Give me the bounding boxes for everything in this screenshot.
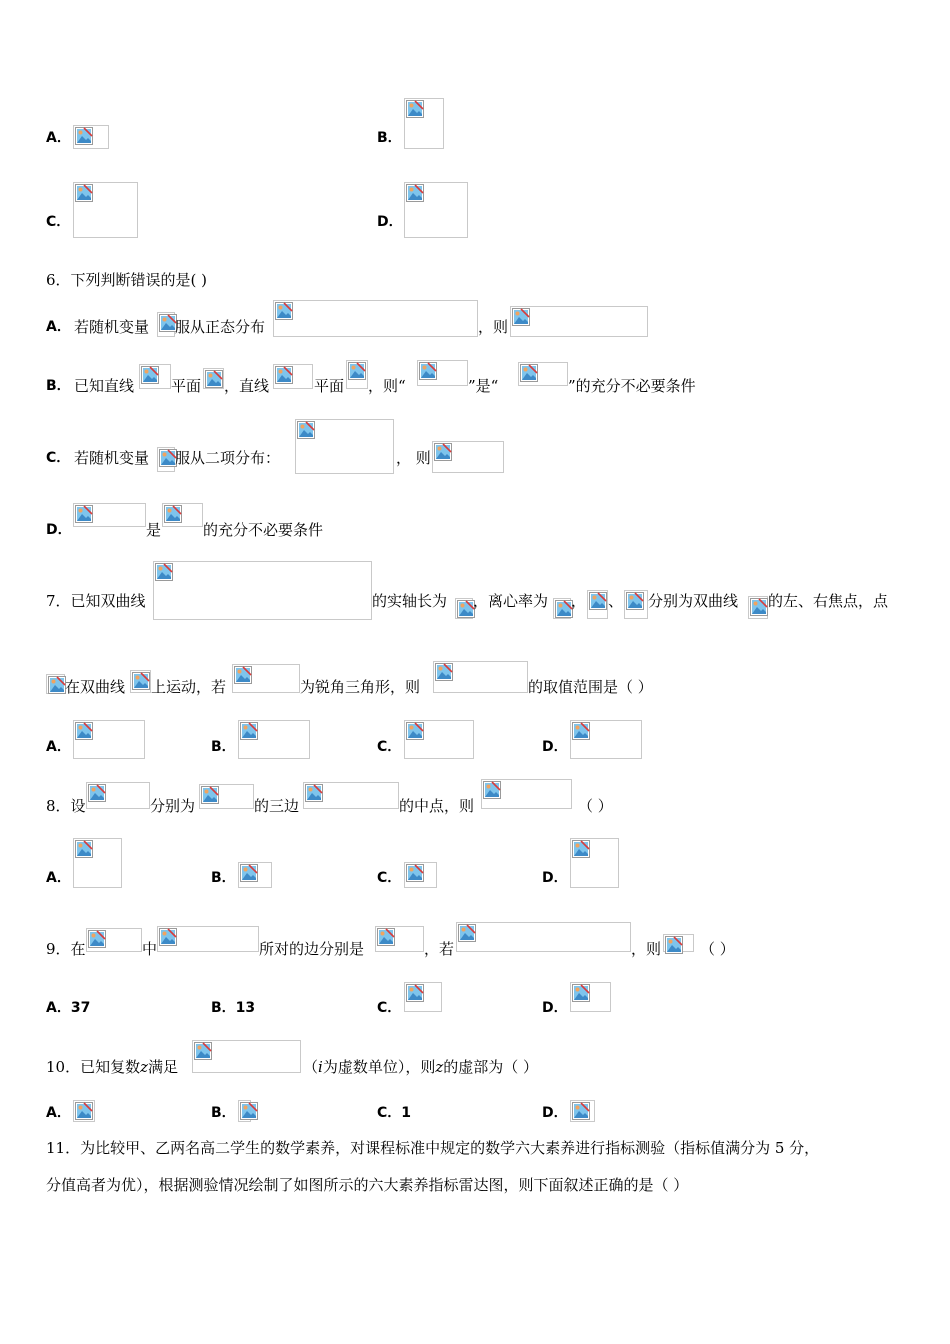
formula-image (86, 782, 150, 809)
broken-image-icon (572, 722, 590, 740)
q10-text-tail (303, 1057, 538, 1077)
formula-image (273, 300, 478, 337)
formula-image (570, 1100, 595, 1122)
q6-b-text: 平面 (314, 377, 345, 395)
q9-text: 所对的边分别是 (259, 940, 365, 958)
broken-image-icon (750, 598, 768, 616)
broken-image-icon (159, 928, 177, 946)
q7-text: 7．已知双曲线 (46, 592, 146, 610)
q9-option-d-label: D． (542, 1000, 568, 1016)
q10-option-a-label: A． (46, 1105, 71, 1121)
formula-image (518, 362, 568, 386)
q11-line-1: 11．为比较甲、乙两名高二学生的数学素养，对课程标准中规定的数学六大素养进行指标测验（指标值满分为 5 分， (46, 1139, 820, 1157)
option-c-label: C． (46, 214, 71, 230)
broken-image-icon (406, 864, 424, 882)
formula-image (624, 590, 648, 619)
q9-option-c-label: C． (377, 1000, 402, 1016)
q6-option-d-label: D． (46, 522, 72, 538)
q11-line-2: 分值高者为优），根据测验情况绘制了如图所示的六大素养指标雷达图，则下面叙述正确的是（ ） (46, 1176, 689, 1194)
formula-image (663, 934, 694, 952)
formula-image (73, 125, 109, 149)
broken-image-icon (348, 362, 366, 380)
broken-image-icon (275, 366, 293, 384)
broken-image-icon (572, 840, 590, 858)
q8-text: 分别为 (150, 797, 196, 815)
broken-image-icon (589, 592, 607, 610)
formula-image (404, 720, 474, 759)
formula-image (748, 596, 768, 619)
formula-image (238, 862, 272, 888)
formula-image (346, 360, 368, 389)
formula-image (238, 1100, 251, 1122)
formula-image (455, 598, 473, 619)
formula-image (570, 982, 611, 1012)
q8-text: 的中点，则 (399, 797, 475, 815)
formula-image (73, 1100, 95, 1122)
formula-image (404, 98, 444, 149)
q7-text: 、 (608, 592, 624, 610)
q9-text: 9．在 (46, 940, 86, 958)
option-a-label: A． (46, 130, 71, 146)
q6-c-text: 若随机变量 (74, 449, 150, 467)
broken-image-icon (377, 928, 395, 946)
broken-image-icon (48, 676, 66, 694)
q6-c-text: ， 则 (396, 449, 431, 467)
q7-text: ， (571, 592, 587, 610)
q7-option-d-label: D． (542, 739, 568, 755)
formula-image (73, 182, 138, 238)
q8-option-b-label: B． (211, 870, 236, 886)
broken-image-icon (275, 302, 293, 320)
formula-image (570, 720, 642, 759)
broken-image-icon (406, 100, 424, 118)
formula-image (232, 664, 300, 693)
q6-option-a-label: A． (46, 319, 71, 335)
q8-option-c-label: C． (377, 870, 402, 886)
q6-a-text: 若随机变量 (74, 318, 150, 336)
formula-image (157, 926, 259, 952)
q9-text: （ ） (700, 940, 735, 958)
q9-option-b: B．13 (211, 1000, 256, 1016)
formula-image (203, 368, 224, 389)
q10-var-i: i (318, 1058, 323, 1076)
broken-image-icon (434, 443, 452, 461)
option-b-label: B． (377, 130, 402, 146)
formula-image (73, 838, 122, 888)
formula-image (153, 561, 372, 620)
broken-image-icon (626, 592, 644, 610)
q6-b-text: 已知直线 (74, 377, 135, 395)
broken-image-icon (572, 984, 590, 1002)
broken-image-icon (512, 308, 530, 326)
q10-text-5: 的虚部为（ ） (443, 1058, 539, 1076)
broken-image-icon (419, 362, 437, 380)
broken-image-icon (75, 184, 93, 202)
formula-image (73, 503, 146, 527)
q10-option-b-label: B． (211, 1105, 236, 1121)
broken-image-icon (141, 366, 159, 384)
q10-text-4: 为虚数单位），则 (322, 1058, 436, 1076)
q6-a-text: ，则 (478, 318, 509, 336)
formula-image (162, 503, 203, 527)
q6-b-text: ，直线 (224, 377, 270, 395)
q9-option-a: A．37 (46, 1000, 91, 1016)
formula-image (273, 364, 313, 389)
question-6-stem: 6．下列判断错误的是( ) (46, 271, 208, 289)
formula-image (295, 419, 394, 474)
broken-image-icon (75, 1102, 93, 1120)
q9-text: ，则 (631, 940, 662, 958)
formula-image (130, 670, 151, 693)
formula-image (238, 720, 310, 759)
broken-image-icon (75, 127, 93, 145)
q10-var-z: z (435, 1058, 444, 1076)
formula-image (73, 720, 145, 759)
formula-image (432, 441, 504, 473)
q7-text: ，离心率为 (473, 592, 549, 610)
broken-image-icon (297, 421, 315, 439)
broken-image-icon (305, 784, 323, 802)
formula-image (553, 598, 571, 619)
q7-option-c-label: C． (377, 739, 402, 755)
formula-image (404, 982, 442, 1012)
q6-b-text: ，则“ (368, 377, 406, 395)
q7-text: 分别为双曲线 (648, 592, 739, 610)
q7-option-a-label: A． (46, 739, 71, 755)
q10-text-3: （ (303, 1058, 319, 1076)
q6-option-c-label: C． (46, 450, 71, 466)
formula-image (433, 661, 528, 693)
q8-option-d-label: D． (542, 870, 568, 886)
broken-image-icon (406, 184, 424, 202)
broken-image-icon (520, 364, 538, 382)
q6-b-text: ”的充分不必要条件 (568, 377, 696, 395)
broken-image-icon (75, 505, 93, 523)
q6-a-text: 服从正态分布 (175, 318, 266, 336)
q10-var-z: z (140, 1058, 148, 1076)
broken-image-icon (194, 1042, 212, 1060)
formula-image (199, 784, 254, 809)
broken-image-icon (240, 1102, 258, 1120)
broken-image-icon (88, 930, 106, 948)
q10-option-c: C．1 (377, 1105, 412, 1121)
formula-image (570, 838, 619, 888)
q7-text: 为锐角三角形，则 (300, 678, 421, 696)
q6-d-text: 是 (146, 521, 162, 539)
broken-image-icon (458, 924, 476, 942)
formula-image (404, 862, 437, 888)
q7-text: 的取值范围是（ ） (528, 678, 653, 696)
broken-image-icon (132, 672, 150, 690)
q7-text: 的左、右焦点，点 (768, 592, 889, 610)
q8-text: 的三边 (254, 797, 300, 815)
broken-image-icon (483, 781, 501, 799)
q6-b-text: ”是“ (468, 377, 499, 395)
broken-image-icon (406, 984, 424, 1002)
broken-image-icon (240, 722, 258, 740)
formula-image (157, 312, 175, 337)
q8-text: 8．设 (46, 797, 86, 815)
broken-image-icon (88, 784, 106, 802)
formula-image (46, 674, 65, 694)
q7-text: 在双曲线 (65, 678, 126, 696)
q9-text: ，若 (424, 940, 455, 958)
broken-image-icon (435, 663, 453, 681)
option-d-label: D． (377, 214, 403, 230)
formula-image (417, 360, 468, 386)
q7-text: 上运动，若 (151, 678, 227, 696)
q10-text-1: 10．已知复数 (46, 1058, 141, 1076)
broken-image-icon (572, 1102, 590, 1120)
q9-text: 中 (142, 940, 158, 958)
q6-d-text: 的充分不必要条件 (203, 521, 324, 539)
q6-option-b-label: B． (46, 378, 71, 394)
broken-image-icon (234, 666, 252, 684)
q8-option-a-label: A． (46, 870, 71, 886)
q8-text: （ ） (578, 797, 613, 815)
formula-image (481, 779, 572, 809)
q6-c-text: 服从二项分布： (175, 449, 281, 467)
broken-image-icon (75, 840, 93, 858)
q10-option-d-label: D． (542, 1105, 568, 1121)
formula-image (375, 926, 424, 952)
formula-image (303, 782, 399, 809)
broken-image-icon (665, 936, 683, 954)
formula-image (192, 1040, 301, 1073)
q10-text-2: 满足 (148, 1058, 179, 1076)
formula-image (404, 182, 468, 238)
q7-text: 的实轴长为 (372, 592, 448, 610)
broken-image-icon (240, 864, 258, 882)
q7-option-b-label: B． (211, 739, 236, 755)
broken-image-icon (205, 370, 223, 388)
broken-image-icon (201, 786, 219, 804)
formula-image (139, 364, 171, 389)
formula-image (86, 928, 142, 952)
formula-image (456, 922, 631, 952)
formula-image (157, 447, 175, 472)
formula-image (587, 590, 608, 619)
broken-image-icon (164, 505, 182, 523)
q10-text (46, 1057, 178, 1077)
formula-image (510, 306, 648, 337)
q6-b-text: 平面 (171, 377, 202, 395)
broken-image-icon (75, 722, 93, 740)
broken-image-icon (406, 722, 424, 740)
broken-image-icon (155, 563, 173, 581)
